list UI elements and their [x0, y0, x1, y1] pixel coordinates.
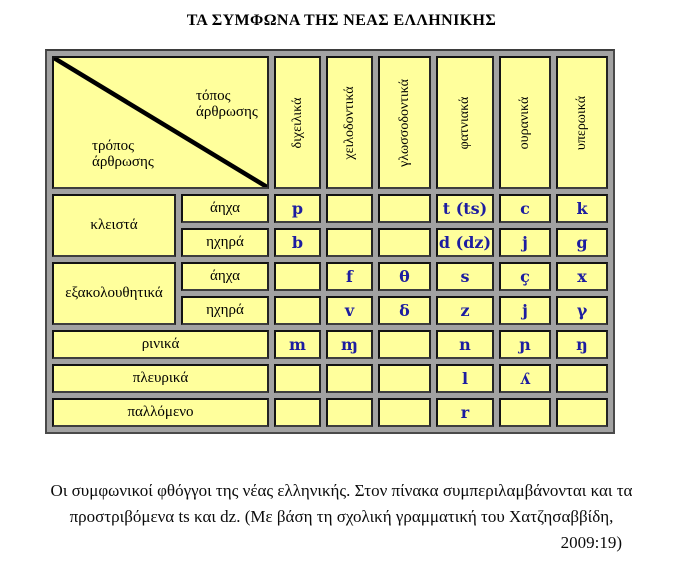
col-header-velar: [556, 56, 608, 189]
row-header-nasals: ρινικά: [52, 330, 269, 359]
phoneme-cell: [274, 398, 321, 427]
phoneme-cell: δ: [378, 296, 431, 325]
col-header-label: υπερωικά: [574, 95, 589, 150]
phoneme-cell: θ: [378, 262, 431, 291]
phoneme-cell: [326, 228, 373, 257]
phoneme-cell: [326, 194, 373, 223]
row-header-continuants: εξακολουθητικά: [52, 262, 176, 325]
phoneme-cell: r: [436, 398, 494, 427]
row-header-stops: κλειστά: [52, 194, 176, 257]
phoneme-cell: [556, 364, 608, 393]
row-trill: [52, 398, 608, 427]
phoneme-cell: ŋ: [556, 330, 608, 359]
voicing-label-voiced: ηχηρά: [181, 296, 269, 325]
corner-cell: [52, 56, 269, 189]
phoneme-cell: [378, 364, 431, 393]
page-title: ΤΑ ΣΥΜΦΩΝΑ ΤΗΣ ΝΕΑΣ ΕΛΛΗΝΙΚΗΣ: [186, 12, 497, 29]
col-header-label: χειλοδοντικά: [341, 85, 357, 160]
phoneme-cell: v: [326, 296, 373, 325]
col-header-bilabial: [274, 56, 321, 189]
manner-of-articulation-label: τρόπος άρθρωσης: [92, 138, 154, 170]
voicing-label-voiced: ηχηρά: [181, 228, 269, 257]
phoneme-cell: [556, 398, 608, 427]
header-row: [52, 56, 608, 189]
col-header-label: γλωσσοδοντικά: [396, 78, 412, 167]
phoneme-cell: j: [499, 296, 551, 325]
phoneme-cell: g: [556, 228, 608, 257]
phoneme-cell: [378, 194, 431, 223]
caption-line-1: Οι συμφωνικοί φθόγγοι της νέας ελληνικής. Στον πίνακα συμπεριλαμβάνονται και τα: [50, 481, 633, 500]
phoneme-cell: m: [274, 330, 321, 359]
phoneme-cell: [499, 398, 551, 427]
col-header-label: διχειλικά: [289, 97, 305, 148]
phoneme-cell: s: [436, 262, 494, 291]
phoneme-cell: γ: [556, 296, 608, 325]
voicing-label-voiceless: άηχα: [181, 262, 269, 291]
row-stops-voiceless: [52, 194, 608, 223]
figure-caption: [0, 478, 683, 556]
phoneme-cell: [378, 330, 431, 359]
caption-line-3: 2009:19): [560, 533, 622, 552]
phoneme-cell: ɱ: [326, 330, 373, 359]
caption-line-2: προστριβόμενα ts και dz. (Με βάση τη σχολική γραμματική του Χατζησαββίδη,: [69, 507, 614, 526]
row-header-laterals: πλευρικά: [52, 364, 269, 393]
phoneme-cell: [326, 398, 373, 427]
phoneme-cell: [274, 296, 321, 325]
col-header-label: ουρανικά: [517, 96, 532, 149]
voicing-label-voiceless: άηχα: [181, 194, 269, 223]
phoneme-cell: t (ts): [436, 194, 494, 223]
row-continuants-voiceless: [52, 262, 608, 291]
phoneme-cell: [378, 228, 431, 257]
phoneme-cell: [326, 364, 373, 393]
row-nasals: [52, 330, 608, 359]
phoneme-cell: j: [499, 228, 551, 257]
phoneme-cell: f: [326, 262, 373, 291]
row-header-trill: παλλόμενο: [52, 398, 269, 427]
phoneme-cell: b: [274, 228, 321, 257]
phoneme-cell: l: [436, 364, 494, 393]
col-header-label: φατνιακά: [457, 96, 472, 149]
row-laterals: [52, 364, 608, 393]
consonant-table: [45, 49, 615, 434]
phoneme-cell: k: [556, 194, 608, 223]
phoneme-cell: z: [436, 296, 494, 325]
phoneme-cell: [274, 262, 321, 291]
place-of-articulation-label: τόπος άρθρωσης: [196, 88, 258, 120]
col-header-labiodental: [326, 56, 373, 189]
phoneme-cell: c: [499, 194, 551, 223]
col-header-palatal: [499, 56, 551, 189]
phoneme-cell: ʎ: [499, 364, 551, 393]
phoneme-cell: [378, 398, 431, 427]
col-header-alveolar: [436, 56, 494, 189]
phoneme-cell: n: [436, 330, 494, 359]
phoneme-cell: d (dz): [436, 228, 494, 257]
phoneme-cell: ɲ: [499, 330, 551, 359]
phoneme-cell: p: [274, 194, 321, 223]
phoneme-cell: x: [556, 262, 608, 291]
phoneme-cell: [274, 364, 321, 393]
col-header-dental: [378, 56, 431, 189]
phoneme-cell: ç: [499, 262, 551, 291]
